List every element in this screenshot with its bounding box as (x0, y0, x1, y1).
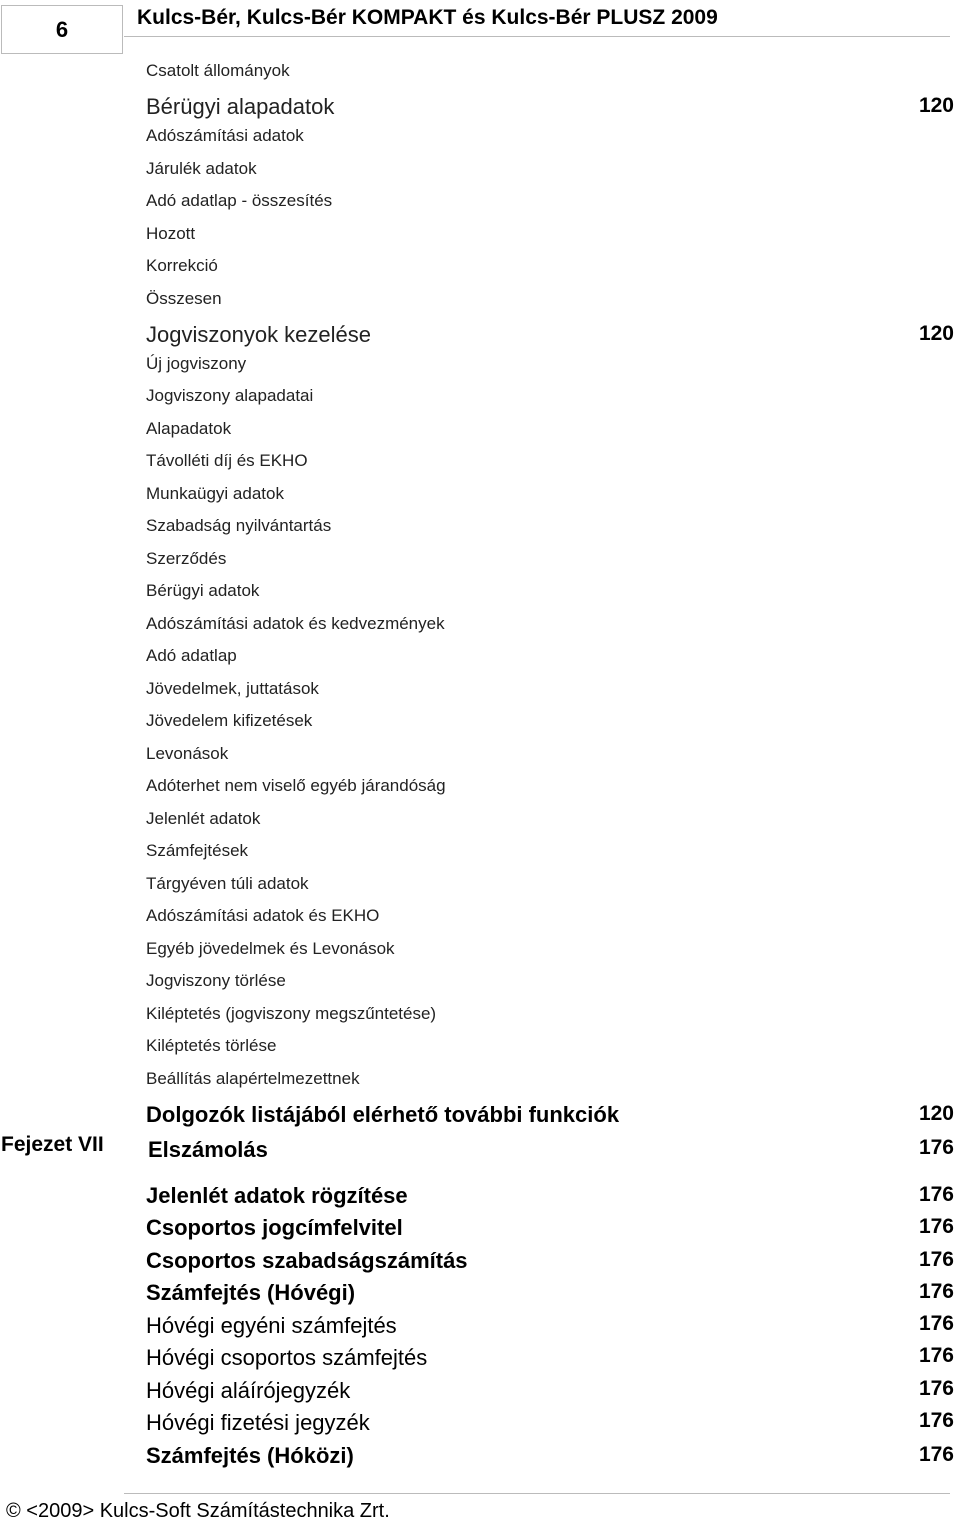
toc-entry[interactable]: Adóterhet nem viselő egyéb járandóság (146, 776, 446, 795)
toc-entry[interactable]: Bérügyi adatok (146, 581, 260, 600)
toc-page-number: 176 (918, 1409, 954, 1432)
footer-copyright: © <2009> Kulcs-Soft Számítástechnika Zrt. (6, 1500, 390, 1522)
toc-entry[interactable]: Korrekció (146, 256, 218, 275)
toc-entry[interactable]: Alapadatok (146, 419, 232, 438)
toc-entry[interactable]: Jogviszonyok kezelése (146, 322, 372, 347)
toc-entry[interactable]: Csoportos jogcímfelvitel (146, 1215, 403, 1240)
toc-entry[interactable]: Távolléti díj és EKHO (146, 451, 308, 470)
toc-page-number: 176 (918, 1377, 954, 1400)
toc-entry[interactable]: Adószámítási adatok (146, 126, 304, 145)
toc-entry[interactable]: Hozott (146, 224, 196, 243)
document-title: Kulcs-Bér, Kulcs-Bér KOMPAKT és Kulcs-Bér PLUSZ 2009 (137, 6, 718, 29)
toc-entry[interactable]: Dolgozók listájából elérhető további funkciók (146, 1102, 620, 1127)
header-divider (124, 36, 950, 37)
toc-entry[interactable]: Szabadság nyilvántartás (146, 516, 332, 535)
toc-entry[interactable]: Hóvégi egyéni számfejtés (146, 1313, 397, 1338)
toc-entry[interactable]: Csoportos szabadságszámítás (146, 1248, 468, 1273)
toc-entry[interactable]: Munkaügyi adatok (146, 484, 284, 503)
toc-entry[interactable]: Kiléptetés törlése (146, 1036, 277, 1055)
toc-page-number: 120 (918, 1102, 954, 1125)
toc-entry[interactable]: Jelenlét adatok rögzítése (146, 1183, 408, 1208)
toc-entry[interactable]: Számfejtések (146, 841, 249, 860)
chapter-label: Fejezet VII (1, 1133, 104, 1156)
toc-entry[interactable]: Jövedelem kifizetések (146, 711, 313, 730)
toc-entry[interactable]: Kiléptetés (jogviszony megszűntetése) (146, 1004, 437, 1023)
toc-entry[interactable]: Jelenlét adatok (146, 809, 261, 828)
toc-entry[interactable]: Számfejtés (Hóközi) (146, 1443, 354, 1468)
toc-entry[interactable]: Egyéb jövedelmek és Levonások (146, 939, 395, 958)
toc-page-number: 176 (918, 1136, 954, 1159)
footer-divider (124, 1493, 950, 1494)
toc-entry[interactable]: Szerződés (146, 549, 227, 568)
toc-entry[interactable]: Adószámítási adatok és EKHO (146, 906, 380, 925)
page-number: 6 (1, 5, 123, 54)
toc-page-number: 176 (918, 1312, 954, 1335)
toc-entry[interactable]: Levonások (146, 744, 229, 763)
toc-entry[interactable]: Beállítás alapértelmezettnek (146, 1069, 360, 1088)
toc-entry[interactable]: Adószámítási adatok és kedvezmények (146, 614, 445, 633)
toc-page-number: 176 (918, 1248, 954, 1271)
toc-page-number: 176 (918, 1443, 954, 1466)
toc-entry[interactable]: Tárgyéven túli adatok (146, 874, 309, 893)
toc-entry[interactable]: Járulék adatok (146, 159, 257, 178)
toc-entry[interactable]: Jogviszony törlése (146, 971, 286, 990)
toc-entry[interactable]: Hóvégi fizetési jegyzék (146, 1410, 370, 1435)
toc-entry[interactable]: Összesen (146, 289, 222, 308)
toc-entry[interactable]: Jövedelmek, juttatások (146, 679, 319, 698)
toc-entry[interactable]: Hóvégi aláírójegyzék (146, 1378, 351, 1403)
toc-entry[interactable]: Jogviszony alapadatai (146, 386, 314, 405)
toc-page-number: 176 (918, 1344, 954, 1367)
toc-page-number: 176 (918, 1215, 954, 1238)
toc-page-number: 120 (918, 322, 954, 345)
toc-page-number: 176 (918, 1183, 954, 1206)
toc-page-number: 120 (918, 94, 954, 117)
toc-entry[interactable]: Számfejtés (Hóvégi) (146, 1280, 356, 1305)
toc-page-number: 176 (918, 1280, 954, 1303)
toc-entry[interactable]: Bérügyi alapadatok (146, 94, 335, 119)
toc-entry[interactable]: Csatolt állományok (146, 61, 290, 80)
toc-entry[interactable]: Hóvégi csoportos számfejtés (146, 1345, 428, 1370)
toc-entry[interactable]: Adó adatlap - összesítés (146, 191, 333, 210)
toc-entry[interactable]: Új jogviszony (146, 354, 247, 373)
toc-chapter-entry[interactable]: Elszámolás (148, 1137, 268, 1162)
toc-entry[interactable]: Adó adatlap (146, 646, 237, 665)
